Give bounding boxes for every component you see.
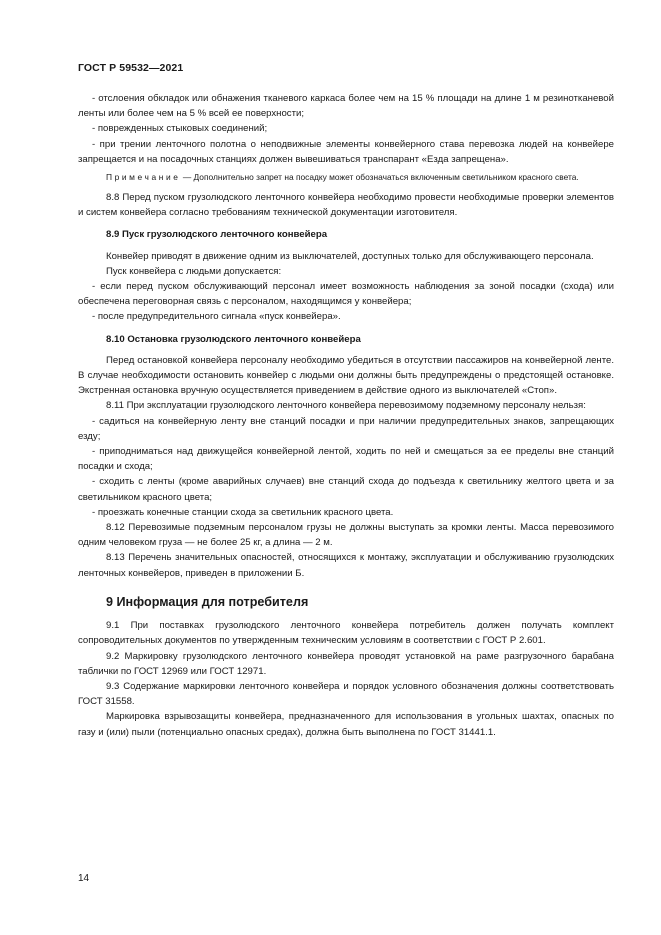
paragraph-9-3: 9.3 Содержание маркировки ленточного конвейера и порядок условного обозначения должны соответствовать ГОСТ 31558. — [78, 680, 614, 708]
page-number: 14 — [78, 873, 90, 884]
list-item: ‐ после предупредительного сигнала «пуск конвейера». — [92, 311, 341, 323]
list-item: ‐ если перед пуском обслуживающий персонал имеет возможность наблюдения за зоной посадки (схода) или обеспечена переговорная связь с персоналом, находящимся у конвейера; — [78, 281, 614, 308]
note — [78, 171, 614, 184]
paragraph-8-13: 8.13 Перечень значительных опасностей, относящихся к монтажу, эксплуатации и обслуживанию грузолюдских ленточных конвейеров, приведен в приложении Б. — [78, 552, 614, 579]
paragraph: Маркировка взрывозащиты конвейера, предназначенного для использования в угольных шахтах, опасных по газу и (или) пыли (потенциально опасных средах), должна быть выполнена по ГОСТ 31441.1. — [78, 711, 614, 738]
paragraph: Пуск конвейера с людьми допускается: — [106, 265, 282, 277]
note-text: — Дополнительно запрет на посадку может обозначаться включенным светильником красного света. — [182, 172, 579, 183]
list-item: ‐ отслоения обкладок или обнажения тканевого каркаса более чем на 15 % площади на длине 1 м резинотканевой ленты или более чем на 5 % всей ее поверхности; — [78, 93, 614, 120]
chapter-heading-9: 9 Информация для потребителя — [106, 594, 309, 609]
paragraph-9-2: 9.2 Маркировку грузолюдского ленточного конвейера проводят установкой на раме разгрузочного барабана таблички по ГОСТ 12969 или ГОСТ 12971. — [78, 650, 614, 677]
section-heading-8-10: 8.10 Остановка грузолюдского ленточного конвейера — [106, 333, 361, 345]
paragraph-8-8: 8.8 Перед пуском грузолюдского ленточного конвейера необходимо провести необходимые проверки элементов и систем конвейера согласно требованиям технической документации изготовителя. — [78, 192, 614, 219]
list-item: ‐ при трении ленточного полотна о неподвижные элементы конвейерного става перевозка людей на конвейере запрещается и на посадочных станциях должен вывешиваться транспарант «Езда запрещена». — [78, 138, 614, 165]
paragraph-8-11: 8.11 При эксплуатации грузолюдского ленточного конвейера перевозимому подземному персоналу нельзя: — [106, 400, 586, 412]
paragraph-8-12: 8.12 Перевозимые подземным персоналом грузы не должны выступать за кромки ленты. Масса перевозимого одним человеком груза — не более 25 кг, а длина — 2 м. — [78, 522, 614, 549]
paragraph: Конвейер приводят в движение одним из выключателей, доступных только для обслуживающего персонала. — [106, 250, 594, 262]
document-code-header: ГОСТ Р 59532—2021 — [78, 62, 184, 74]
document-body — [78, 91, 614, 740]
paragraph-9-1: 9.1 При поставках грузолюдского ленточного конвейера потребитель должен получать комплект сопроводительных документов по утвержденным техническим условиям в соответствии с ГОСТ Р 2.601. — [78, 620, 614, 647]
paragraph: Перед остановкой конвейера персоналу необходимо убедиться в отсутствии пассажиров на конвейерной ленте. В случае необходимости остановить конвейер с людьми они должны быть предупреждены о предстоящей остановке. Экстренная остановка вручную осуществляется приведением в действие одного из выключателей «Стоп». — [78, 354, 614, 397]
note-label: Примечание — [106, 172, 181, 183]
list-item: ‐ садиться на конвейерную ленту вне станций посадки и при наличии предупредительных знаков, запрещающих езду; — [78, 415, 614, 442]
list-item: ‐ сходить с ленты (кроме аварийных случаев) вне станций схода до подъезда к светильнику желтого цвета и за светильником красного цвета; — [78, 476, 614, 503]
list-item: ‐ поврежденных стыковых соединений; — [92, 123, 268, 135]
list-item: ‐ приподниматься над движущейся конвейерной лентой, ходить по ней и смещаться за ее пределы вне станций посадки и схода; — [78, 446, 614, 473]
list-item: ‐ проезжать конечные станции схода за светильник красного цвета. — [92, 506, 394, 518]
section-heading-8-9: 8.9 Пуск грузолюдского ленточного конвейера — [106, 229, 328, 241]
